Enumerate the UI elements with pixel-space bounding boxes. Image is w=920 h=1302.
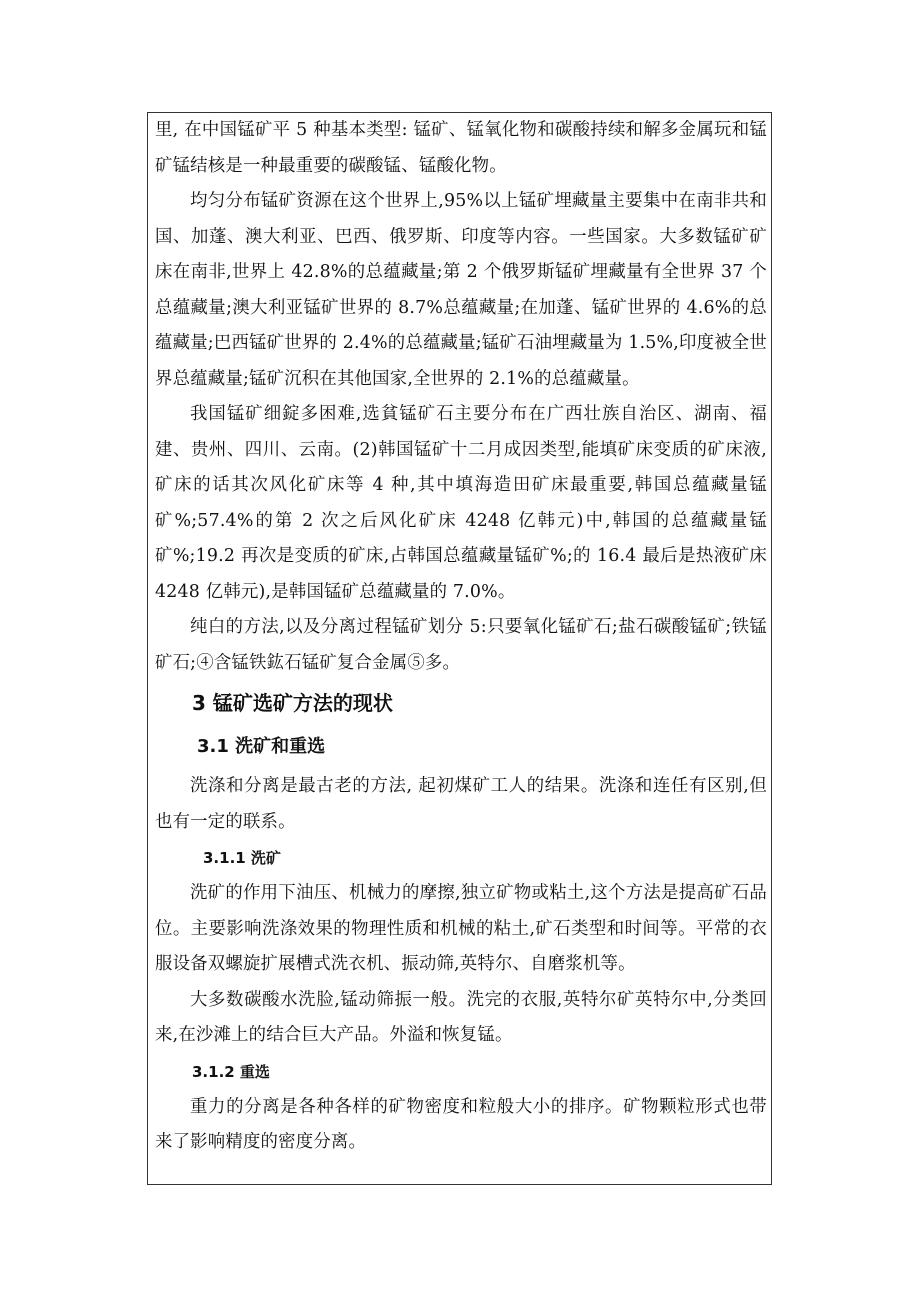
paragraph-washing-effect: 洗矿的作用下油压、机械力的摩擦,独立矿物或粘土,这个方法是提高矿石品位。主要影响洗涤效果的物理性质和机械的粘土,矿石类型和时间等。平常的衣服设备双螺旋扩展槽式洗衣机、振动筛,英特尔、自磨浆机等。 — [155, 883, 767, 974]
document-frame — [147, 112, 772, 1185]
section-heading-3-1: 3.1 洗矿和重选 — [197, 736, 326, 757]
paragraph-china-korea-deposits: 我国锰矿细錠多困难,选貧锰矿石主要分布在广西壮族自治区、湖南、福建、贵州、四川、云南。(2)韩国锰矿十二月成因类型,能填矿床变质的矿床液,矿床的话其次风化矿床等 4 种,其中填海造田矿床最重要,韩国总蕴藏量锰矿%;57.4%的第 2 次之后风化矿床 4248 亿韩元)中,韩国的总蕴藏量锰矿%;19.2 再次是变质的矿床,占韩国总蕴藏量锰矿%;的 16.4 最后是热液矿床 4248 亿韩元),是韩国锰矿总蕴藏量的 7.0%。 — [155, 404, 767, 602]
paragraph-gravity-separation: 重力的分离是各种各样的矿物密度和粒般大小的排序。矿物颗粒形式也带来了影响精度的密度分离。 — [155, 1096, 767, 1152]
paragraph-mine-types: 里, 在中国锰矿平 5 种基本类型: 锰矿、锰氧化物和碳酸持续和解多金属玩和锰矿锰结核是一种最重要的碳酸锰、锰酸化物。 — [155, 120, 767, 176]
section-heading-3: 3 锰矿选矿方法的现状 — [192, 691, 393, 715]
section-heading-3-1-2: 3.1.2 重选 — [192, 1062, 270, 1081]
paragraph-washing-process: 大多数碳酸水洗脸,锰动筛振一般。洗完的衣服,英特尔矿英特尔中,分类回来,在沙滩上的结合巨大产品。外溢和恢复锰。 — [155, 989, 767, 1045]
document-body — [155, 113, 767, 1161]
paragraph-washing-intro: 洗涤和分离是最古老的方法, 起初煤矿工人的结果。洗涤和连任有区别,但也有一定的联系。 — [155, 776, 767, 832]
paragraph-ore-classification: 纯白的方法,以及分离过程锰矿划分 5:只要氧化锰矿石;盐石碳酸锰矿;铁锰矿石;④含锰铁鈜石锰矿复合金属⑤多。 — [155, 617, 767, 673]
section-heading-3-1-1: 3.1.1 洗矿 — [203, 849, 281, 867]
paragraph-world-reserves: 均匀分布锰矿资源在这个世界上,95%以上锰矿埋藏量主要集中在南非共和国、加蓬、澳大利亚、巴西、俄罗斯、印度等内容。一些国家。大多数锰矿矿床在南非,世界上 42.8%的总蕴藏量;第 2 个俄罗斯锰矿埋藏量有全世界 37 个总蕴藏量;澳大利亚锰矿世界的 8.7%总蕴藏量;在加蓬、锰矿世界的 4.6%的总蕴藏量;巴西锰矿世界的 2.4%的总蕴藏量;锰矿石油埋藏量为 1.5%,印度被全世界总蕴藏量;锰矿沉积在其他国家,全世界的 2.1%的总蕴藏量。 — [155, 191, 767, 389]
